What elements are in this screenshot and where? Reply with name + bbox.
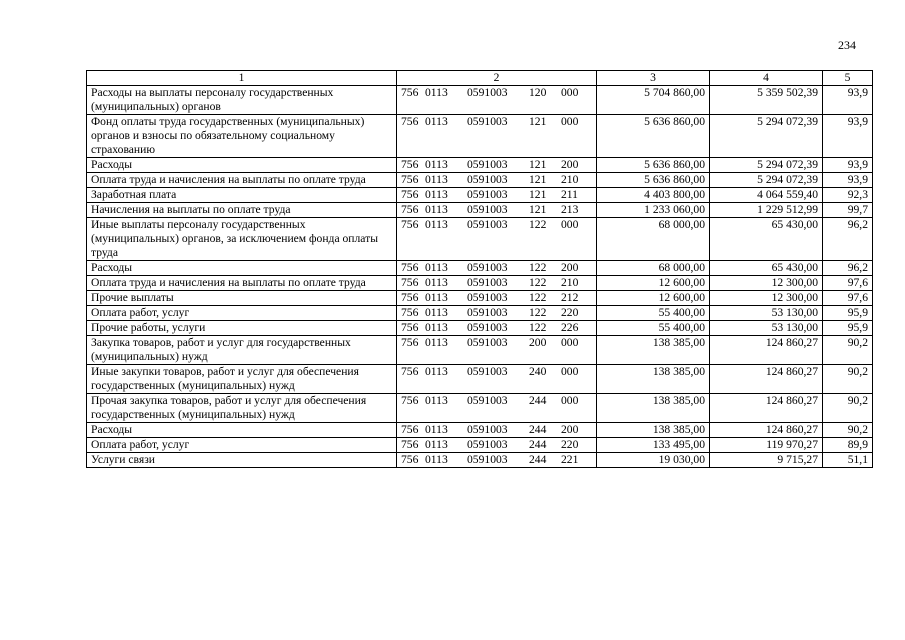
code-article: 0591003	[467, 203, 508, 216]
code-expense-type: 244	[529, 453, 547, 466]
row-percent: 97,6	[823, 276, 873, 291]
code-admin: 756	[401, 203, 419, 216]
row-name: Иные выплаты персоналу государственных (муниципальных) органов, за исключением фонда оплаты труда	[87, 218, 397, 261]
table-row	[87, 291, 873, 306]
row-code	[397, 453, 597, 468]
code-article: 0591003	[467, 86, 508, 99]
code-expense-type: 121	[529, 158, 547, 171]
row-percent: 96,2	[823, 218, 873, 261]
row-fact: 124 860,27	[710, 336, 823, 365]
code-kosgu: 000	[561, 365, 579, 378]
code-admin: 756	[401, 173, 419, 186]
table-row	[87, 188, 873, 203]
code-article: 0591003	[467, 276, 508, 289]
row-name: Закупка товаров, работ и услуг для государственных (муниципальных) нужд	[87, 336, 397, 365]
table-row	[87, 261, 873, 276]
code-section: 0113	[425, 86, 448, 99]
code-article: 0591003	[467, 394, 508, 407]
row-percent: 99,7	[823, 203, 873, 218]
row-percent: 89,9	[823, 438, 873, 453]
row-fact: 5 294 072,39	[710, 173, 823, 188]
code-kosgu: 213	[561, 203, 579, 216]
code-expense-type: 122	[529, 261, 547, 274]
row-percent: 93,9	[823, 173, 873, 188]
row-name: Расходы	[87, 158, 397, 173]
code-kosgu: 210	[561, 276, 579, 289]
row-percent: 93,9	[823, 158, 873, 173]
row-plan: 5 636 860,00	[597, 115, 710, 158]
row-name: Услуги связи	[87, 453, 397, 468]
code-expense-type: 122	[529, 276, 547, 289]
code-section: 0113	[425, 218, 448, 231]
row-percent: 96,2	[823, 261, 873, 276]
table-row	[87, 276, 873, 291]
code-article: 0591003	[467, 115, 508, 128]
table-row	[87, 394, 873, 423]
code-admin: 756	[401, 453, 419, 466]
row-plan: 138 385,00	[597, 394, 710, 423]
row-name: Начисления на выплаты по оплате труда	[87, 203, 397, 218]
row-code	[397, 336, 597, 365]
code-article: 0591003	[467, 336, 508, 349]
table-row	[87, 365, 873, 394]
row-name: Фонд оплаты труда государственных (муниципальных) органов и взносы по обязательному социальному страхованию	[87, 115, 397, 158]
code-expense-type: 121	[529, 203, 547, 216]
code-article: 0591003	[467, 423, 508, 436]
row-percent: 95,9	[823, 321, 873, 336]
row-name: Оплата труда и начисления на выплаты по оплате труда	[87, 173, 397, 188]
code-kosgu: 000	[561, 86, 579, 99]
code-admin: 756	[401, 306, 419, 319]
row-code	[397, 306, 597, 321]
row-fact: 53 130,00	[710, 306, 823, 321]
code-admin: 756	[401, 115, 419, 128]
code-article: 0591003	[467, 173, 508, 186]
row-plan: 68 000,00	[597, 261, 710, 276]
table-row	[87, 158, 873, 173]
row-code	[397, 276, 597, 291]
code-article: 0591003	[467, 218, 508, 231]
row-percent: 97,6	[823, 291, 873, 306]
table-row	[87, 321, 873, 336]
row-plan: 12 600,00	[597, 291, 710, 306]
code-kosgu: 220	[561, 306, 579, 319]
header-col-5: 5	[823, 71, 873, 86]
row-percent: 92,3	[823, 188, 873, 203]
code-article: 0591003	[467, 438, 508, 451]
code-kosgu: 000	[561, 218, 579, 231]
code-article: 0591003	[467, 261, 508, 274]
code-expense-type: 122	[529, 321, 547, 334]
code-admin: 756	[401, 188, 419, 201]
row-code	[397, 365, 597, 394]
code-article: 0591003	[467, 453, 508, 466]
code-admin: 756	[401, 365, 419, 378]
code-expense-type: 244	[529, 423, 547, 436]
code-article: 0591003	[467, 321, 508, 334]
table-row	[87, 173, 873, 188]
row-plan: 138 385,00	[597, 365, 710, 394]
code-kosgu: 220	[561, 438, 579, 451]
table-header	[87, 71, 873, 86]
code-section: 0113	[425, 173, 448, 186]
code-admin: 756	[401, 86, 419, 99]
row-fact: 124 860,27	[710, 365, 823, 394]
row-plan: 138 385,00	[597, 423, 710, 438]
code-section: 0113	[425, 203, 448, 216]
row-name: Расходы	[87, 423, 397, 438]
code-expense-type: 121	[529, 188, 547, 201]
row-code	[397, 321, 597, 336]
table-row	[87, 306, 873, 321]
table-row	[87, 86, 873, 115]
row-plan: 138 385,00	[597, 336, 710, 365]
code-kosgu: 000	[561, 394, 579, 407]
row-percent: 93,9	[823, 86, 873, 115]
row-plan: 12 600,00	[597, 276, 710, 291]
code-kosgu: 211	[561, 188, 578, 201]
page-number: 234	[838, 38, 856, 52]
code-expense-type: 121	[529, 173, 547, 186]
row-fact: 9 715,27	[710, 453, 823, 468]
row-fact: 12 300,00	[710, 276, 823, 291]
header-col-2: 2	[397, 71, 597, 86]
code-expense-type: 200	[529, 336, 547, 349]
row-code	[397, 115, 597, 158]
code-section: 0113	[425, 423, 448, 436]
code-section: 0113	[425, 365, 448, 378]
code-admin: 756	[401, 276, 419, 289]
code-kosgu: 212	[561, 291, 579, 304]
row-code	[397, 291, 597, 306]
row-plan: 68 000,00	[597, 218, 710, 261]
code-section: 0113	[425, 261, 448, 274]
code-expense-type: 244	[529, 394, 547, 407]
row-name: Прочая закупка товаров, работ и услуг для обеспечения государственных (муниципальных) нужд	[87, 394, 397, 423]
code-section: 0113	[425, 291, 448, 304]
code-article: 0591003	[467, 306, 508, 319]
code-article: 0591003	[467, 188, 508, 201]
row-fact: 119 970,27	[710, 438, 823, 453]
code-expense-type: 120	[529, 86, 547, 99]
row-name: Иные закупки товаров, работ и услуг для обеспечения государственных (муниципальных) нужд	[87, 365, 397, 394]
header-row	[87, 71, 873, 86]
code-section: 0113	[425, 394, 448, 407]
row-percent: 90,2	[823, 394, 873, 423]
code-admin: 756	[401, 158, 419, 171]
table-row	[87, 115, 873, 158]
row-fact: 4 064 559,40	[710, 188, 823, 203]
row-fact: 1 229 512,99	[710, 203, 823, 218]
code-admin: 756	[401, 218, 419, 231]
row-name: Прочие выплаты	[87, 291, 397, 306]
row-code	[397, 188, 597, 203]
code-kosgu: 000	[561, 115, 579, 128]
row-name: Оплата труда и начисления на выплаты по оплате труда	[87, 276, 397, 291]
code-section: 0113	[425, 276, 448, 289]
code-admin: 756	[401, 291, 419, 304]
row-plan: 4 403 800,00	[597, 188, 710, 203]
row-code	[397, 438, 597, 453]
table-row	[87, 423, 873, 438]
header-col-1: 1	[87, 71, 397, 86]
table-row	[87, 203, 873, 218]
row-percent: 90,2	[823, 336, 873, 365]
code-kosgu: 200	[561, 158, 579, 171]
row-code	[397, 86, 597, 115]
code-kosgu: 226	[561, 321, 579, 334]
row-fact: 65 430,00	[710, 261, 823, 276]
row-plan: 5 704 860,00	[597, 86, 710, 115]
code-kosgu: 221	[561, 453, 579, 466]
code-article: 0591003	[467, 291, 508, 304]
row-percent: 93,9	[823, 115, 873, 158]
code-section: 0113	[425, 306, 448, 319]
code-expense-type: 122	[529, 218, 547, 231]
header-col-3: 3	[597, 71, 710, 86]
table-row	[87, 438, 873, 453]
row-code	[397, 158, 597, 173]
row-fact: 12 300,00	[710, 291, 823, 306]
code-kosgu: 000	[561, 336, 579, 349]
table-body	[87, 86, 873, 468]
row-percent: 90,2	[823, 365, 873, 394]
code-section: 0113	[425, 438, 448, 451]
row-code	[397, 218, 597, 261]
row-name: Заработная плата	[87, 188, 397, 203]
code-section: 0113	[425, 115, 448, 128]
row-plan: 55 400,00	[597, 321, 710, 336]
row-plan: 5 636 860,00	[597, 158, 710, 173]
row-code	[397, 423, 597, 438]
row-code	[397, 173, 597, 188]
code-expense-type: 244	[529, 438, 547, 451]
table-row	[87, 453, 873, 468]
code-admin: 756	[401, 261, 419, 274]
code-admin: 756	[401, 438, 419, 451]
budget-table	[86, 70, 873, 468]
header-col-4: 4	[710, 71, 823, 86]
row-plan: 19 030,00	[597, 453, 710, 468]
row-name: Оплата работ, услуг	[87, 438, 397, 453]
table-row	[87, 336, 873, 365]
table-row	[87, 218, 873, 261]
code-expense-type: 240	[529, 365, 547, 378]
row-code	[397, 203, 597, 218]
row-fact: 124 860,27	[710, 394, 823, 423]
row-name: Расходы на выплаты персоналу государственных (муниципальных) органов	[87, 86, 397, 115]
row-fact: 53 130,00	[710, 321, 823, 336]
code-expense-type: 122	[529, 306, 547, 319]
code-article: 0591003	[467, 365, 508, 378]
row-percent: 95,9	[823, 306, 873, 321]
row-fact: 65 430,00	[710, 218, 823, 261]
code-kosgu: 200	[561, 261, 579, 274]
code-expense-type: 121	[529, 115, 547, 128]
code-section: 0113	[425, 336, 448, 349]
row-fact: 5 359 502,39	[710, 86, 823, 115]
row-fact: 5 294 072,39	[710, 158, 823, 173]
row-plan: 1 233 060,00	[597, 203, 710, 218]
row-name: Прочие работы, услуги	[87, 321, 397, 336]
code-section: 0113	[425, 453, 448, 466]
code-kosgu: 210	[561, 173, 579, 186]
row-code	[397, 261, 597, 276]
code-article: 0591003	[467, 158, 508, 171]
row-plan: 133 495,00	[597, 438, 710, 453]
row-name: Оплата работ, услуг	[87, 306, 397, 321]
code-section: 0113	[425, 188, 448, 201]
code-expense-type: 122	[529, 291, 547, 304]
code-admin: 756	[401, 423, 419, 436]
row-fact: 124 860,27	[710, 423, 823, 438]
row-percent: 51,1	[823, 453, 873, 468]
row-plan: 55 400,00	[597, 306, 710, 321]
code-admin: 756	[401, 321, 419, 334]
code-section: 0113	[425, 158, 448, 171]
row-percent: 90,2	[823, 423, 873, 438]
code-admin: 756	[401, 336, 419, 349]
row-code	[397, 394, 597, 423]
row-fact: 5 294 072,39	[710, 115, 823, 158]
row-plan: 5 636 860,00	[597, 173, 710, 188]
code-section: 0113	[425, 321, 448, 334]
code-admin: 756	[401, 394, 419, 407]
code-kosgu: 200	[561, 423, 579, 436]
row-name: Расходы	[87, 261, 397, 276]
